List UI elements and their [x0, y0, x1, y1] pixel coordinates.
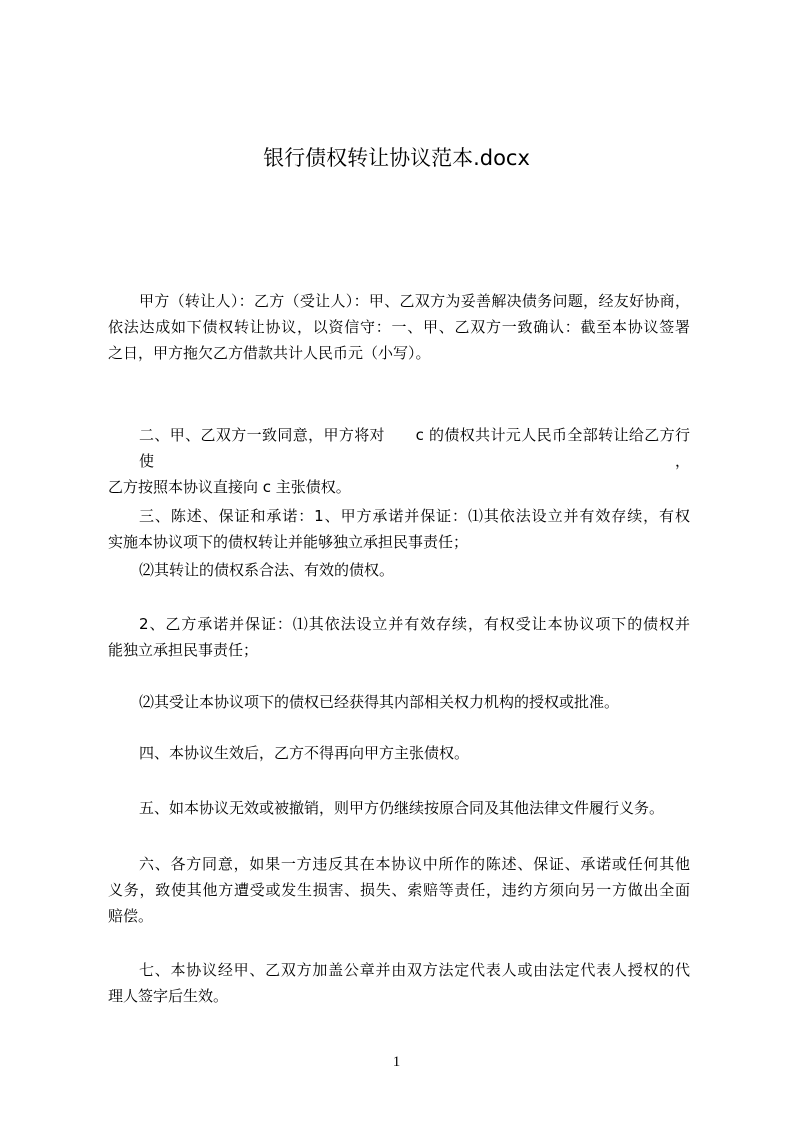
paragraph-line: 赔偿。: [108, 907, 154, 925]
paragraph-line: 乙方按照本协议直接向 c 主张债权。: [108, 478, 351, 496]
paragraph: [108, 740, 690, 766]
paragraph-line: ⑵其转让的债权系合法、有效的债权。: [139, 561, 395, 579]
paragraph: [108, 957, 690, 1009]
page-number: 1: [392, 1054, 401, 1070]
paragraph: [108, 557, 690, 583]
paragraph-line: 三、陈述、保证和承诺：1、甲方承诺并保证：⑴其依法设立并有效存续，有权: [139, 507, 690, 525]
paragraph-line: 四、本协议生效后，乙方不得再向甲方主张债权。: [139, 744, 470, 762]
paragraph: [108, 288, 690, 366]
paragraph-line: 二、甲、乙双方一致同意，甲方将对 c 的债权共计元人民币全部转让给乙方行使，: [139, 426, 690, 470]
paragraph-line: 七、本协议经甲、乙双方加盖公章并由双方法定代表人或由法定代表人授权的代: [139, 961, 690, 979]
paragraph-line: 之日，甲方拖欠乙方借款共计人民币元（小写）。: [108, 344, 431, 362]
paragraph-line: 能独立承担民事责任；: [108, 641, 259, 659]
paragraph-line: 五、如本协议无效或被撤销，则甲方仍继续按原合同及其他法律文件履行义务。: [139, 799, 665, 817]
paragraph: [108, 611, 690, 663]
paragraph-line: 理人签字后生效。: [108, 987, 229, 1005]
paragraph: [108, 503, 690, 555]
paragraph: [108, 422, 690, 500]
paragraph-line: 义务，致使其他方遭受或发生损害、损失、索赔等责任，违约方须向另一方做出全面: [108, 881, 690, 899]
paragraph: [108, 795, 690, 821]
paragraph-line: 甲方（转让人）：乙方（受让人）：甲、乙双方为妥善解决债务问题，经友好协商，: [139, 292, 690, 310]
paragraph: [108, 851, 690, 929]
paragraph-line: 实施本协议项下的债权转让并能够独立承担民事责任；: [108, 533, 469, 551]
document-title: 银行债权转让协议范本.docx: [263, 146, 530, 170]
paragraph-line: 依法达成如下债权转让协议，以资信守：一、甲、乙双方一致确认：截至本协议签署: [108, 318, 690, 336]
paragraph: [108, 689, 690, 715]
paragraph-line: ⑵其受让本协议项下的债权已经获得其内部相关权力机构的授权或批准。: [139, 693, 620, 711]
paragraph-line: 六、各方同意，如果一方违反其在本协议中所作的陈述、保证、承诺或任何其他: [139, 855, 690, 873]
paragraph-line: 2、乙方承诺并保证：⑴其依法设立并有效存续，有权受让本协议项下的债权并: [139, 615, 690, 633]
